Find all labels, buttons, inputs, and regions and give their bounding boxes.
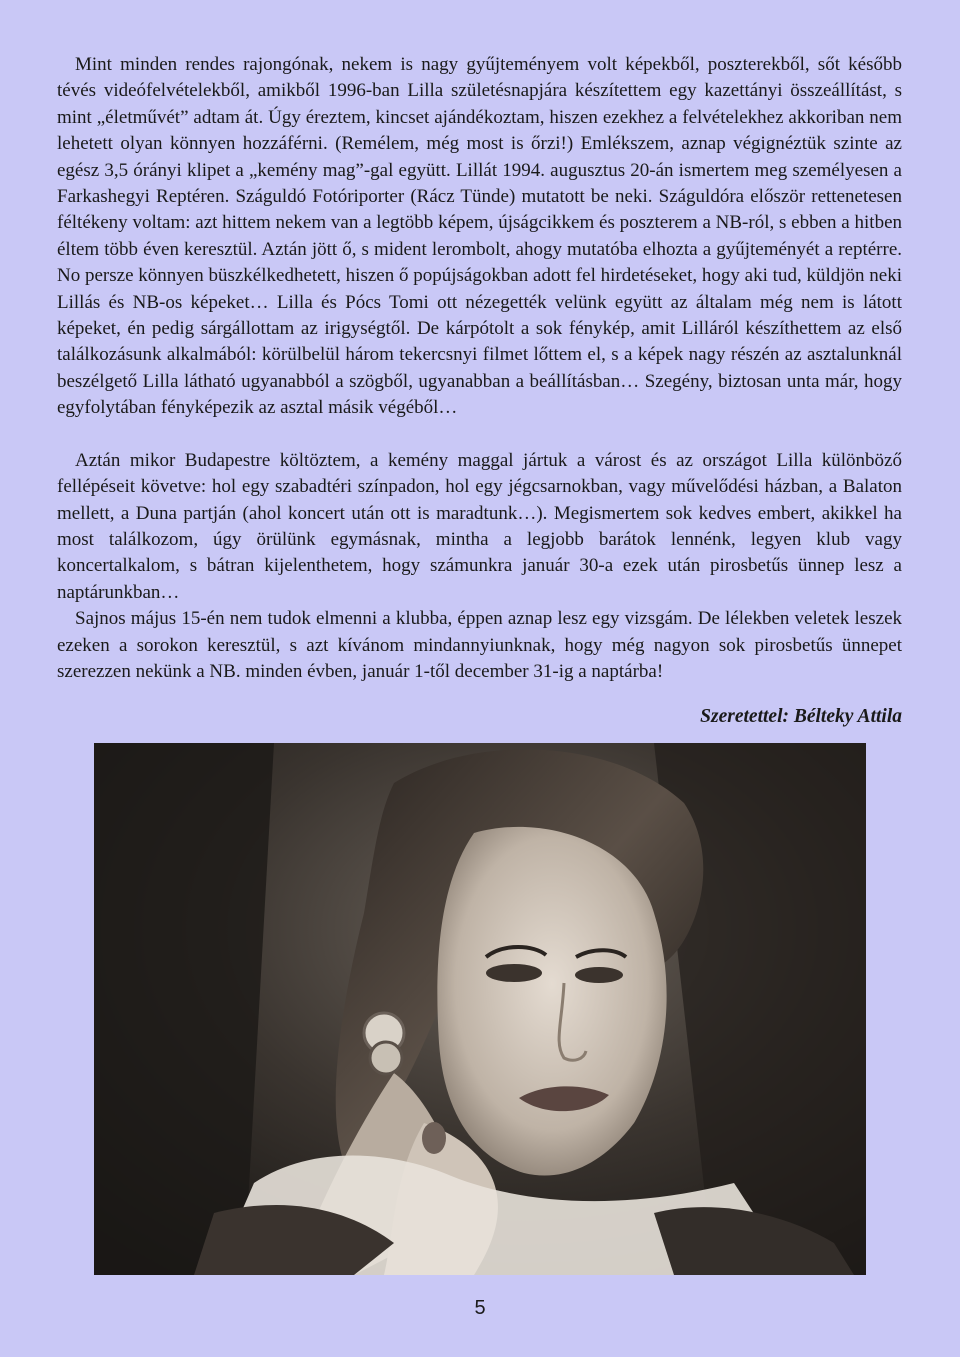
- paragraph-3: Sajnos május 15-én nem tudok elmenni a klubba, éppen aznap lesz egy vizsgám. De lélekben veletek leszek ezeken a sorokon keresztül, s azt kívánom mindannyiunknak, hogy még nagyon sok pirosbetűs ünnepet szerezzen nekünk a NB. minden évben, január 1-től december 31-ig a naptárba!: [57, 608, 902, 682]
- right-eye: [575, 967, 623, 983]
- fingernail: [422, 1122, 446, 1154]
- photo-illustration: [94, 743, 866, 1275]
- signature: Szeretettel: Bélteky Attila: [700, 706, 902, 727]
- left-eye: [486, 964, 542, 982]
- page-number: 5: [474, 1297, 486, 1319]
- paragraph-1: Mint minden rendes rajongónak, nekem is nagy gyűjteményem volt képekből, poszterekből, sőt később tévés videófelvételekből, amikből 1996-ban Lilla születésnapjára készítettem egy kazettányi összeállítást, s mint „életművét” adtam át. Úgy éreztem, kincset ajándékoztam, hiszen ezekhez a felvételekhez akkoriban nem lehetett olyan könnyen hozzáférni. (Remélem, még most is őrzi!) Emlékszem, aznap végignéztük szinte az egész 3,5 órányi klipet a „kemény mag”-gal együtt. Lillát 1994. augusztus 20-án ismertem meg személyesen a Farkashegyi Reptéren. Száguldó Fotóriporter (Rácz Tünde) mutatott be neki. Száguldóra először rettenetesen féltékeny voltam: azt hittem nekem van a legtöbb képem, újságcikkem és poszterem a NB-ról, s ebben a hitben éltem több éven keresztül. Aztán jött ő, s mident lerombolt, ahogy mutatóba elhozta a gyűjteményét a reptérre. No persze könnyen büszkélkedhetett, hiszen ő popújságokban adott fel hirdetéseket, hogy aki tud, küldjön neki Lillás és NB-os képeket… Lilla és Pócs Tomi ott nézegették velünk együtt az általam még nem is látott képeket, én pedig sárgállottam az irigységtől. De kárpótolt a sok fénykép, amit Lilláról készíthettem az első találkozásunk alkalmából: körülbelül három tekercsnyi filmet lőttem el, s a képek nagy részén az asztalunknál beszélgető Lilla látható ugyanabból a szögből, ugyanabban a beállításban… Szegény, biztosan unta már, hogy egyfolytában fényképezik az asztal másik végéből…: [57, 54, 902, 419]
- dark-left-backdrop: [94, 743, 274, 1275]
- article-body: [57, 52, 902, 685]
- portrait-photo: [94, 743, 866, 1275]
- face-shape: [437, 827, 666, 1176]
- earring-drop: [370, 1042, 402, 1074]
- paragraph-2: Aztán mikor Budapestre költöztem, a kemény maggal jártuk a várost és az országot Lilla különböző fellépéseit követve: hol egy szabadtéri színpadon, hol egy jégcsarnokban, vagy művelődési házban, a Balaton mellett, a Duna partján (ahol koncert után ott is maradtunk…). Megismertem sok kedves embert, akikkel ha most találkozom, úgy örülünk egymásnak, mintha a legjobb barátok lennénk, legyen klub vagy koncertalkalom, s bátran kijelenthetem, hogy számunkra január 30-a ezek után pirosbetűs ünnep lesz a naptárunkban…: [57, 449, 902, 603]
